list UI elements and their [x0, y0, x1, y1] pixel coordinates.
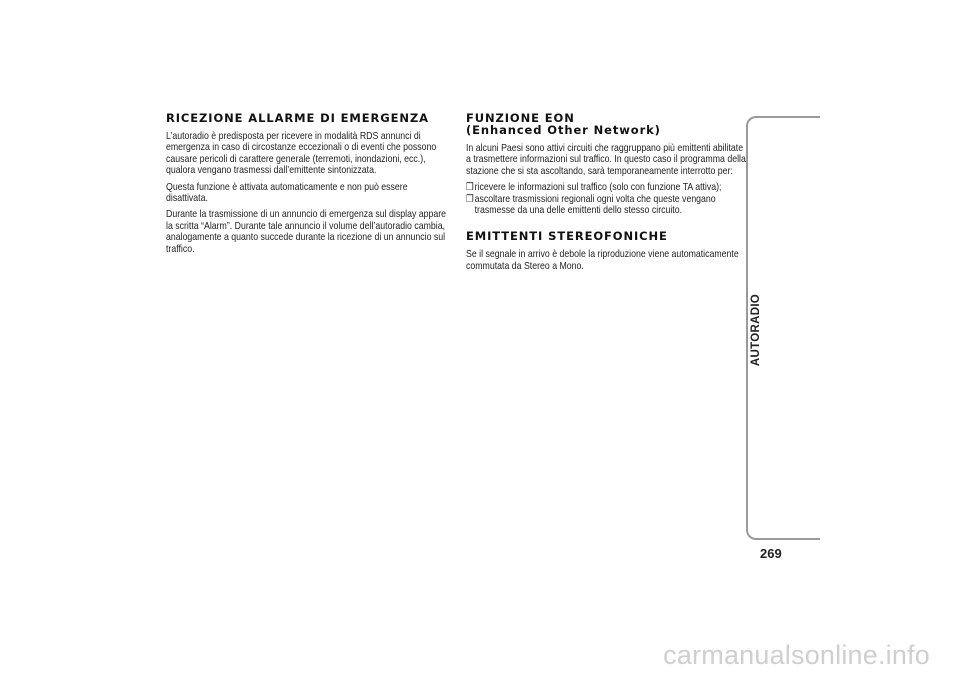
chapter-tab-label: AUTORADIO	[750, 293, 762, 367]
page-number: 269	[760, 546, 782, 561]
paragraph: Se il segnale in arrivo è debole la riproduzione viene automaticamente commutata da Stereo a Mono.	[466, 249, 739, 272]
paragraph: In alcuni Paesi sono attivi circuiti che raggruppano più emittenti abilitate a trasmettere informazioni sul traffico. In questo caso il programma della stazione che si sta ascoltando, sarà temporaneamente interrotto per:	[466, 143, 746, 177]
bullet-text: ascoltare trasmissioni regionali ogni volta che queste vengano trasmesse da una delle emittenti dello stesso circuito.	[474, 193, 716, 217]
section-heading-eon	[466, 112, 748, 136]
checkbox-bullet-icon: ❒	[466, 193, 474, 205]
left-column	[166, 112, 450, 255]
bullet-text: ricevere le informazioni sul traffico (solo con funzione TA attiva);	[474, 182, 722, 194]
paragraph: Questa funzione è attivata automaticamente e non può essere disattivata.	[166, 181, 408, 205]
section-heading-emergency: RICEZIONE ALLARME DI EMERGENZA	[166, 111, 429, 125]
heading-line: (Enhanced Other Network)	[466, 123, 661, 137]
bullet-item	[466, 182, 758, 193]
right-column	[466, 112, 748, 272]
bullet-item	[466, 194, 758, 217]
paragraph: L’autoradio è predisposta per ricevere in modalità RDS annunci di emergenza in caso di circostanze eccezionali o di eventi che possono causare pericoli di carattere generale (terremoti, inondazioni, ecc.), qualora vengano trasmessi dall’emittente sintonizzata.	[166, 131, 437, 177]
heading-line: FUNZIONE EON	[466, 111, 575, 125]
paragraph: Durante la trasmissione di un annuncio di emergenza sul display appare la scritta “Alarm”. Durante tale annuncio il volume dell’autoradio cambia, analogamente a quanto succede durante la ricezione di un annuncio sul traffico.	[166, 209, 447, 255]
section-heading-stereo: EMITTENTI STEREOFONICHE	[466, 229, 668, 244]
watermark: carmanualsonline.info	[663, 640, 930, 670]
checkbox-bullet-icon: ❒	[466, 182, 474, 194]
